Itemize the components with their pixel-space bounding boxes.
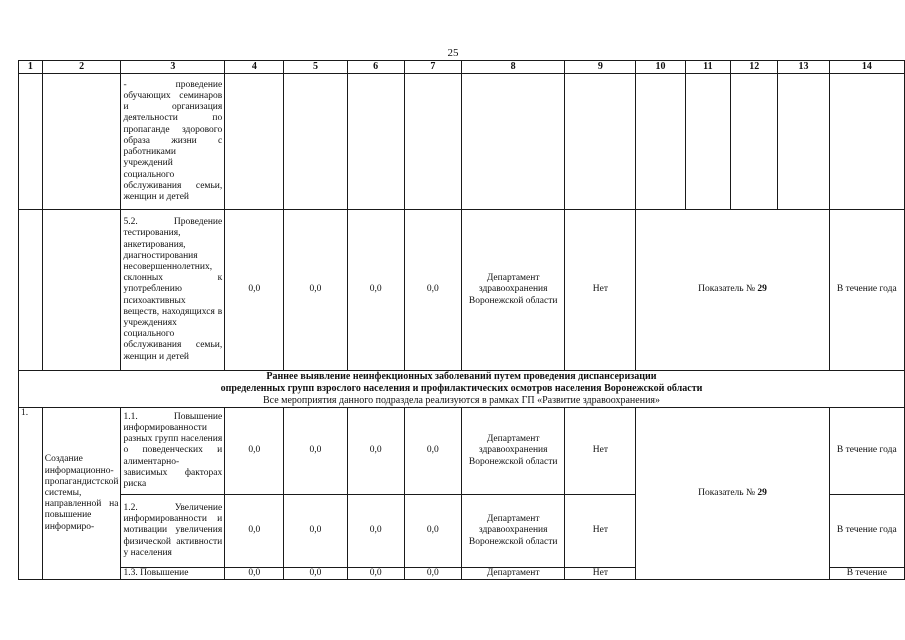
value-cell: 0,0 bbox=[347, 408, 404, 495]
indicator-prefix: Показатель № bbox=[698, 284, 758, 295]
value-cell: 0,0 bbox=[347, 568, 404, 580]
col-header-8: 8 bbox=[461, 61, 564, 74]
col-header-13: 13 bbox=[778, 61, 829, 74]
col-header-7: 7 bbox=[404, 61, 461, 74]
table-row bbox=[19, 210, 905, 371]
value-cell: 0,0 bbox=[225, 408, 284, 495]
col-header-1: 1 bbox=[19, 61, 43, 74]
table-row bbox=[19, 408, 905, 495]
table-row bbox=[19, 74, 905, 210]
section-title-line-1: Раннее выявление неинфекционных заболеваний путем проведения диспансеризации bbox=[266, 371, 657, 382]
value-cell: 0,0 bbox=[404, 210, 461, 371]
executor-cell: Департамент bbox=[461, 568, 564, 580]
row-number: 1. bbox=[19, 408, 43, 580]
col-header-5: 5 bbox=[284, 61, 347, 74]
value-cell: 0,0 bbox=[284, 495, 347, 568]
section-heading bbox=[19, 371, 905, 408]
value-cell: 0,0 bbox=[284, 568, 347, 580]
indicator-cell bbox=[636, 210, 829, 371]
value-cell: 0,0 bbox=[284, 408, 347, 495]
funding-cell: Нет bbox=[565, 495, 636, 568]
value-cell: 0,0 bbox=[347, 495, 404, 568]
executor-cell: Департамент здравоохранения Воронежской области bbox=[461, 495, 564, 568]
program-table bbox=[18, 60, 905, 580]
value-cell: 0,0 bbox=[284, 210, 347, 371]
value-cell: 0,0 bbox=[225, 210, 284, 371]
goal-cell: Создание информационно-пропагандистской системы, направленной на повышение информиро- bbox=[42, 408, 121, 580]
col-header-2: 2 bbox=[42, 61, 121, 74]
activity-cell: - проведение обучающих семинаров и организация деятельности по пропаганде здорового образа жизни с работниками учреждений социального обслуживания семьи, женщин и детей bbox=[121, 74, 225, 210]
section-heading-row bbox=[19, 371, 905, 408]
value-cell: 0,0 bbox=[347, 210, 404, 371]
activity-cell: 1.2. Увеличение информированности и мотивации увеличения физической активности у населения bbox=[121, 495, 225, 568]
indicator-number: 29 bbox=[757, 284, 767, 295]
value-cell: 0,0 bbox=[404, 495, 461, 568]
indicator-cell bbox=[636, 408, 829, 580]
activity-cell: 5.2. Проведение тестирования, анкетирования, диагностирования несовершеннолетних, склонных к употреблению психоактивных веществ, находящихся в учреждениях социального обслуживания семьи, женщин и детей bbox=[121, 210, 225, 371]
col-header-3: 3 bbox=[121, 61, 225, 74]
col-header-11: 11 bbox=[685, 61, 730, 74]
value-cell: 0,0 bbox=[225, 568, 284, 580]
column-number-row bbox=[19, 61, 905, 74]
value-cell: 0,0 bbox=[404, 408, 461, 495]
deadline-cell: В течение bbox=[829, 568, 904, 580]
section-note: Все мероприятия данного подраздела реализуются в рамках ГП «Развитие здравоохранения» bbox=[262, 395, 661, 406]
funding-cell: Нет bbox=[565, 408, 636, 495]
col-header-9: 9 bbox=[565, 61, 636, 74]
funding-cell: Нет bbox=[565, 568, 636, 580]
indicator-prefix: Показатель № bbox=[698, 488, 758, 498]
activity-cell: 1.1. Повышение информированности разных групп населения о поведенческих и алиментарно-зависимых факторах риска bbox=[121, 408, 225, 495]
deadline-cell: В течение года bbox=[829, 408, 904, 495]
col-header-10: 10 bbox=[636, 61, 685, 74]
col-header-14: 14 bbox=[829, 61, 904, 74]
executor-cell: Департамент здравоохранения Воронежской области bbox=[461, 210, 564, 371]
funding-cell: Нет bbox=[565, 210, 636, 371]
executor-cell: Департамент здравоохранения Воронежской области bbox=[461, 408, 564, 495]
value-cell: 0,0 bbox=[404, 568, 461, 580]
deadline-cell: В течение года bbox=[829, 495, 904, 568]
col-header-4: 4 bbox=[225, 61, 284, 74]
section-title-line-2: определенных групп взрослого населения и профилактических осмотров населения Воронежской области bbox=[220, 383, 703, 394]
value-cell: 0,0 bbox=[225, 495, 284, 568]
activity-cell: 1.3. Повышение bbox=[121, 568, 225, 580]
deadline-cell: В течение года bbox=[829, 210, 904, 371]
col-header-12: 12 bbox=[731, 61, 778, 74]
page-number: 25 bbox=[447, 47, 459, 59]
indicator-number: 29 bbox=[757, 488, 767, 498]
col-header-6: 6 bbox=[347, 61, 404, 74]
